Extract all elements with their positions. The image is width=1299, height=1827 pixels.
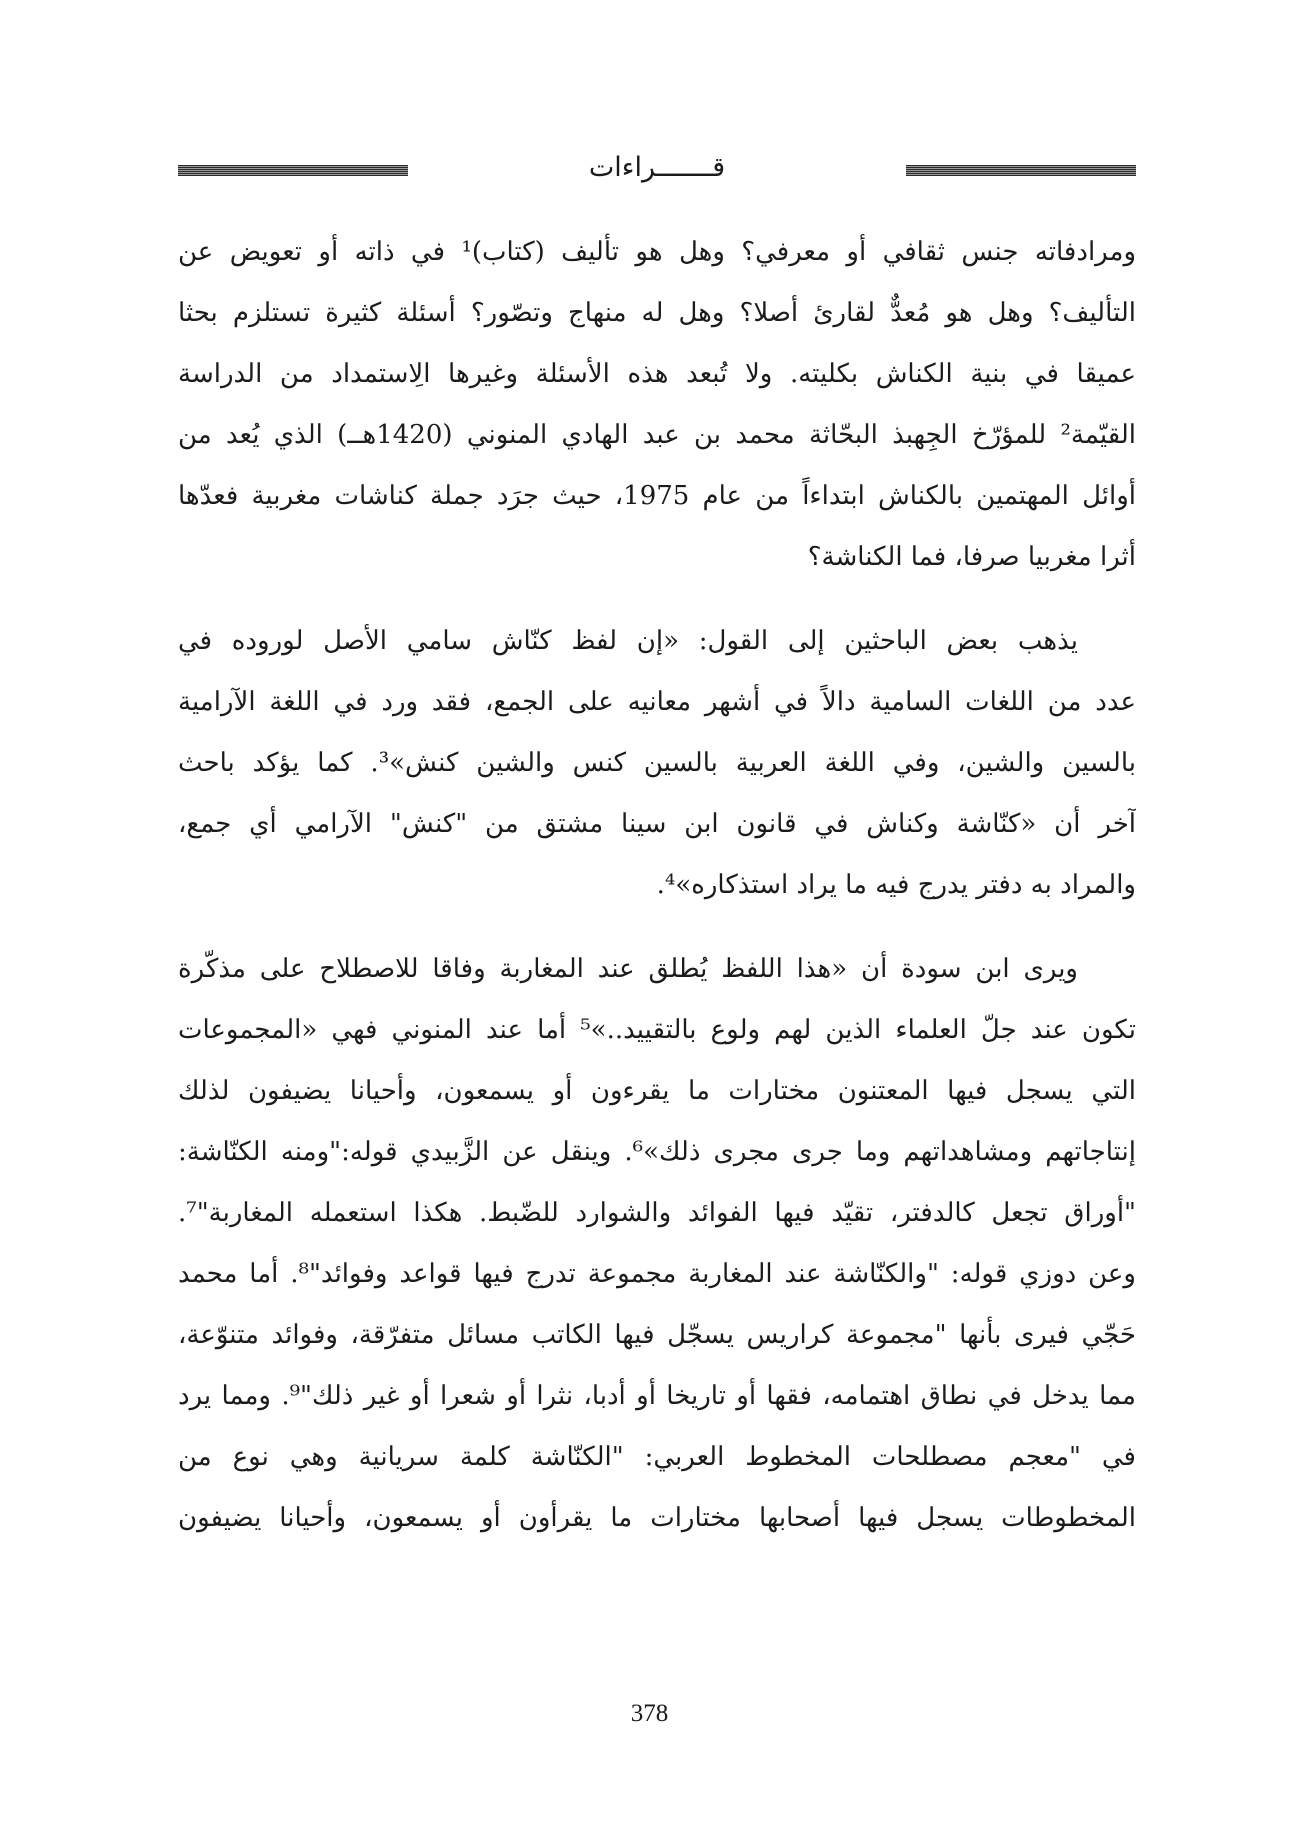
text-line: ومرادفاته جنس ثقافي أو معرفي؟ وهل هو تأليف (كتاب)¹ في ذاته أو تعويض عن [178,237,1136,267]
text-line: التأليف؟ وهل هو مُعدٌّ لقارئ أصلا؟ وهل له منهاج وتصّور؟ أسئلة كثيرة تستلزم بحثا [178,298,1136,328]
text-line: ويرى ابن سودة أن «هذا اللفظ يُطلق عند المغاربة وفاقا للاصطلاح على مذكّرة [178,954,1078,984]
paragraph-2 [178,611,1136,916]
text-line: آخر أن «كنّاشة وكناش في قانون ابن سينا مشتق من "كنش" الآرامي أي جمع، [178,809,1136,839]
body-text [178,222,1136,1572]
page-number: 378 [630,1700,669,1727]
text-line: القيّمة² للمؤرّخ الجِهبذ البحّاثة محمد بن عبد الهادي المنوني (1420هــ) الذي يُعد من [178,420,1136,450]
paragraph-1 [178,222,1136,588]
text-line: "أوراق تجعل كالدفتر، تقيّد فيها الفوائد والشوارد للضّبط. هكذا استعمله المغاربة"⁷. [178,1198,1136,1228]
paragraph-3 [178,939,1136,1549]
text-line: المخطوطات يسجل فيها أصحابها مختارات ما يقرأون أو يسمعون، وأحيانا يضيفون [178,1503,1136,1533]
text-line: مما يدخل في نطاق اهتمامه، فقها أو تاريخا أو أدبا، نثرا أو شعرا أو غير ذلك"⁹. ومما يرد [178,1381,1136,1411]
text-line: عميقا في بنية الكناش بكليته. ولا تُبعد هذه الأسئلة وغيرها الِاستمداد من الدراسة [178,359,1136,389]
text-line: أثرا مغربيا صرفا، فما الكناشة؟ [807,542,1136,572]
text-line: وعن دوزي قوله: "والكنّاشة عند المغاربة مجموعة تدرج فيها قواعد وفوائد"⁸. أما محمد [178,1259,1136,1289]
header-rule-right [906,165,1136,176]
text-line: عدد من اللغات السامية دالاً في أشهر معانيه على الجمع، فقد ورد في اللغة الآرامية [178,687,1136,717]
text-line: في "معجم مصطلحات المخطوط العربي: "الكنّاشة كلمة سريانية وهي نوع من [178,1442,1136,1472]
text-line: تكون عند جلّ العلماء الذين لهم ولوع بالتقييد..»⁵ أما عند المنوني فهي «المجموعات [178,1015,1136,1045]
text-line: يذهب بعض الباحثين إلى القول: «إن لفظ كنّاش سامي الأصل لوروده في [178,626,1078,656]
text-line: والمراد به دفتر يدرج فيه ما يراد استذكاره»⁴. [656,870,1136,900]
text-line: إنتاجاتهم ومشاهداتهم وما جرى مجرى ذلك»⁶. وينقل عن الزَّبيدي قوله:"ومنه الكنّاشة: [178,1137,1136,1167]
running-header [178,150,1136,190]
text-line: التي يسجل فيها المعتنون مختارات ما يقرءون أو يسمعون، وأحيانا يضيفون لذلك [178,1076,1136,1106]
text-line: حَجّي فيرى بأنها "مجموعة كراريس يسجّل فيها الكاتب مسائل متفرّقة، وفوائد متنوّعة، [178,1320,1136,1350]
text-line: أوائل المهتمين بالكناش ابتداءاً من عام 1975، حيث جرَد جملة كناشات مغربية فعدّها [178,481,1136,511]
header-title: قـــــــراءات [588,152,726,183]
text-line: بالسين والشين، وفي اللغة العربية بالسين كنس والشين كنش»³. كما يؤكد باحث [178,748,1136,778]
